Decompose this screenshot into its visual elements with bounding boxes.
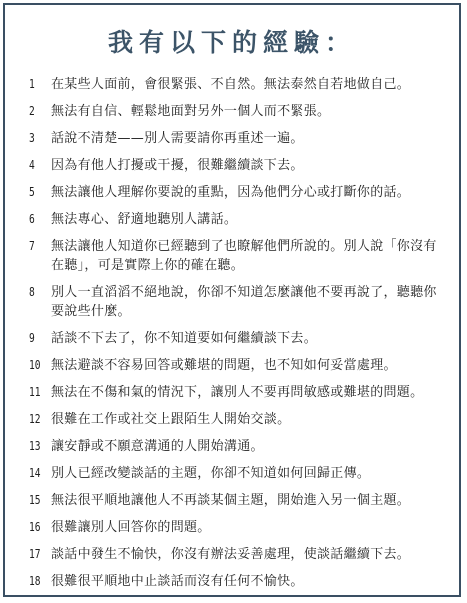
list-item xyxy=(29,356,439,375)
item-text: 無法讓他人知道你已經聽到了也瞭解他們所說的。別人說「你沒有在聽」，可是實際上你的確在聽。 xyxy=(51,239,437,273)
item-number: 3 xyxy=(29,131,35,145)
list-item xyxy=(29,545,439,564)
item-text: 很難讓別人回答你的問題。 xyxy=(51,520,211,535)
list-item xyxy=(29,329,439,348)
list-item xyxy=(29,183,439,202)
item-number: 7 xyxy=(29,239,35,253)
item-text: 別人已經改變談話的主題，你卻不知道如何回歸正傳。 xyxy=(51,466,371,481)
item-number: 1 xyxy=(29,77,35,91)
list-item xyxy=(29,518,439,537)
item-text: 無法讓他人理解你要說的重點，因為他們分心或打斷你的話。 xyxy=(51,185,411,200)
item-text: 很難在工作或社交上跟陌生人開始交談。 xyxy=(51,412,291,427)
item-text: 無法很平順地讓他人不再談某個主題，開始進入另一個主題。 xyxy=(51,493,411,508)
list-item xyxy=(29,75,439,94)
item-number: 12 xyxy=(29,412,41,426)
item-text: 別人一直滔滔不絕地說，你卻不知道怎麼讓他不要再說了，聽聽你要說些什麼。 xyxy=(51,285,437,319)
item-text: 無法有自信、輕鬆地面對另外一個人而不緊張。 xyxy=(51,104,331,119)
item-number: 10 xyxy=(29,358,41,372)
item-text: 無法避談不容易回答或難堪的問題，也不知如何妥當處理。 xyxy=(51,358,397,373)
list-item xyxy=(29,437,439,456)
list-item xyxy=(29,102,439,121)
item-text: 在某些人面前，會很緊張、不自然。無法泰然自若地做自己。 xyxy=(51,77,411,92)
item-text: 很難很平順地中止談話而沒有任何不愉快。 xyxy=(51,574,304,589)
list-item xyxy=(29,283,439,321)
item-number: 16 xyxy=(29,520,41,534)
item-number: 13 xyxy=(29,439,41,453)
experience-list xyxy=(29,75,439,599)
item-number: 4 xyxy=(29,158,35,172)
list-item xyxy=(29,572,439,591)
item-text: 談話中發生不愉快，你沒有辦法妥善處理，使談話繼續下去。 xyxy=(51,547,411,562)
item-number: 8 xyxy=(29,285,35,299)
list-item xyxy=(29,156,439,175)
item-text: 話談不下去了，你不知道要如何繼續談下去。 xyxy=(51,331,318,346)
item-text: 因為有他人打擾或干擾，很難繼續談下去。 xyxy=(51,158,304,173)
page-title: 我有以下的經驗： xyxy=(107,28,356,57)
page-frame xyxy=(3,3,461,597)
item-number: 11 xyxy=(29,385,41,399)
item-number: 5 xyxy=(29,185,35,199)
list-item xyxy=(29,210,439,229)
item-number: 15 xyxy=(29,493,41,507)
list-item xyxy=(29,464,439,483)
item-text: 無法在不傷和氣的情況下，讓別人不要再問敏感或難堪的問題。 xyxy=(51,385,424,400)
list-item xyxy=(29,410,439,429)
item-number: 14 xyxy=(29,466,41,480)
list-item xyxy=(29,383,439,402)
item-number: 2 xyxy=(29,104,35,118)
list-item xyxy=(29,237,439,275)
item-number: 17 xyxy=(29,547,41,561)
list-item xyxy=(29,491,439,510)
list-item xyxy=(29,129,439,148)
item-number: 9 xyxy=(29,331,35,345)
item-text: 無法專心、舒適地聽別人講話。 xyxy=(51,212,238,227)
item-number: 18 xyxy=(29,574,41,588)
item-number: 6 xyxy=(29,212,35,226)
item-text: 話說不清楚——別人需要請你再重述一遍。 xyxy=(51,131,304,146)
item-text: 讓安靜或不願意溝通的人開始溝通。 xyxy=(51,439,264,454)
